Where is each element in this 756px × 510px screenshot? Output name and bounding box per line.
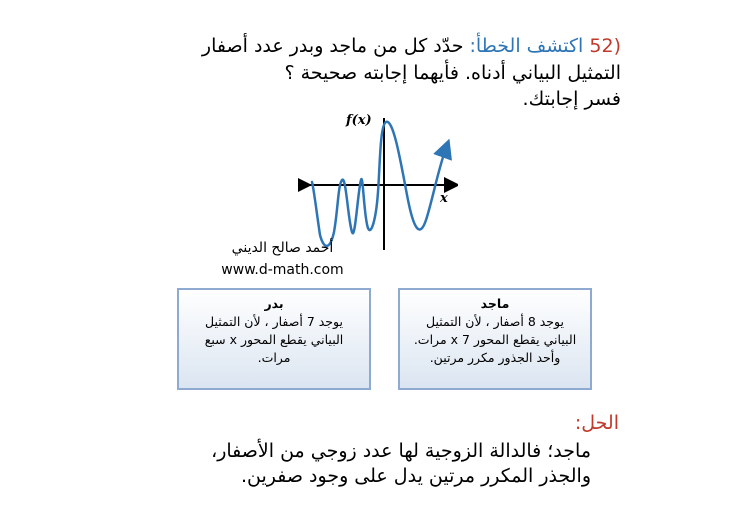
question-line-1 — [202, 35, 621, 57]
question-line-2: التمثيل البياني أدناه. فأيهما إجابته صحيحة ؟ — [284, 62, 621, 84]
badr-text: يوجد 7 أصفار ، لأن التمثيل البياني يقطع المحور x سبع مرات. — [204, 314, 344, 365]
question-number: (52 — [589, 35, 621, 57]
majid-answer-box — [398, 288, 592, 390]
badr-answer-box — [177, 288, 371, 390]
question-text-1: حدّد كل من ماجد وبدر عدد أصفار — [201, 35, 464, 57]
solution-line-1: ماجد؛ فالدالة الزوجية لها عدد زوجي من الأصفار، — [211, 440, 591, 462]
y-axis-label: f(x) — [346, 113, 372, 128]
website-url: www.d-math.com — [221, 262, 344, 278]
question-title: اكتشف الخطأ: — [469, 35, 584, 57]
majid-text: يوجد 8 أصفار ، لأن التمثيل البياني يقطع المحور x 7 مرات. وأحد الجذور مكرر مرتين. — [413, 314, 577, 365]
solution-line-2: والجذر المكرر مرتين يدل على وجود صفرين. — [241, 465, 591, 487]
function-graph — [298, 110, 458, 258]
solution-label: الحل: — [574, 412, 619, 434]
majid-name: ماجد — [480, 296, 510, 311]
badr-name: بدر — [264, 296, 284, 311]
x-axis-label: x — [440, 191, 448, 206]
curve — [312, 122, 446, 246]
question-line-3: فسر إجابتك. — [522, 88, 621, 110]
author-name: أحمد صالح الديني — [231, 240, 334, 256]
